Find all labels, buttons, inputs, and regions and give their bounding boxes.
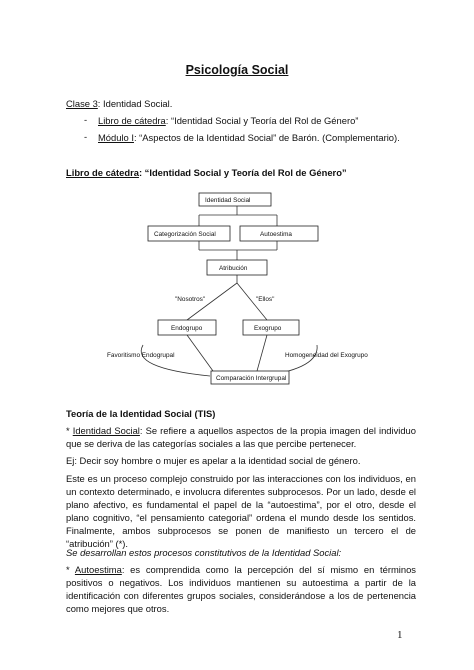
homogeneidad-label: Homogeneidad del Exogrupo bbox=[285, 352, 368, 359]
favoritismo-label: Favoritismo Endogrupal bbox=[107, 352, 175, 359]
book-heading-label: Libro de cátedra bbox=[66, 167, 139, 178]
endogrupo-label: Endogrupo bbox=[171, 325, 203, 332]
section-heading: Teoría de la Identidad Social (TIS) bbox=[66, 408, 216, 419]
comparacion-label: Comparación Intergrupal bbox=[216, 375, 287, 382]
autoestima-term: Autoestima bbox=[74, 564, 122, 575]
bullet-2-text: : “Aspectos de la Identidad Social” de Barón. (Complementario). bbox=[133, 132, 400, 143]
paragraph-process: Este es un proceso complejo construido por las interacciones con los individuos, en un contexto determinado, e involucra diferentes subprocesos. Por un lado, desde el plano afectivo, es fundamental el papel de la “autoestima”, por el otro, desde el plano cognitivo, “el pensamiento categorial” ordena el mundo desde los sentidos. Finalmente, ambos subprocesos se ponen de manifiesto un tercero el de “atribución” (*). bbox=[66, 473, 416, 550]
bullet-dash: - bbox=[84, 114, 88, 125]
book-heading-text: : “Identidad Social y Teoría del Rol de Género” bbox=[138, 167, 347, 178]
page-number: 1 bbox=[397, 629, 403, 641]
autoestima-label: Autoestima bbox=[260, 231, 292, 238]
connector-line bbox=[257, 335, 267, 371]
bullet-1-label: Libro de cátedra bbox=[98, 115, 166, 126]
bullet-2-label: Módulo I bbox=[98, 132, 134, 143]
paragraph-identidad-social: * Identidad Social: Se refiere a aquellos aspectos de la propia imagen del individuo que se deriva de las categorías sociales a las que percibe pertenecer. bbox=[66, 425, 416, 450]
ellos-label: "Ellos" bbox=[256, 296, 275, 303]
identidad-social-definition: : Se refiere a aquellos aspectos de la propia imagen del individuo que se deriva de las categorías sociales a las que percibe pertenecer. bbox=[66, 425, 416, 450]
document-title: Psicología Social bbox=[185, 63, 289, 77]
categorizacion-social-label: Categorización Social bbox=[154, 231, 216, 238]
nosotros-label: "Nosotros" bbox=[175, 296, 206, 303]
identidad-social-term: Identidad Social bbox=[72, 425, 140, 436]
identidad-social-label: Identidad Social bbox=[205, 197, 251, 204]
connector-line bbox=[141, 345, 210, 376]
clase-label: Clase 3 bbox=[66, 98, 98, 109]
atribucion-label: Atribución bbox=[219, 265, 248, 272]
bullet-1-text: : “Identidad Social y Teoría del Rol de Género” bbox=[165, 115, 359, 126]
exogrupo-label: Exogrupo bbox=[254, 325, 282, 332]
paragraph-autoestima: * Autoestima: es comprendida como la percepción del sí mismo en términos positivos o negativos. Los individuos mantienen su autoestima a partir de la identificación con diferentes grupos sociales, considerándose a los de pertenencia como mejores que otros. bbox=[66, 564, 416, 615]
paragraph-processes-intro: Se desarrollan estos procesos constitutivos de la Identidad Social: bbox=[66, 547, 342, 558]
clase-text: : Identidad Social. bbox=[97, 98, 173, 109]
autoestima-definition: : es comprendida como la percepción del sí mismo en términos positivos o negativos. Los individuos mantienen su autoestima a partir de la identificación con diferentes grupos sociales, considerándose a los de pertenencia como mejores que otros. bbox=[66, 564, 416, 615]
paragraph-example: Ej: Decir soy hombre o mujer es apelar a la identidad social de género. bbox=[66, 455, 361, 466]
bullet-dash: - bbox=[84, 131, 88, 142]
connector-line bbox=[187, 335, 213, 371]
